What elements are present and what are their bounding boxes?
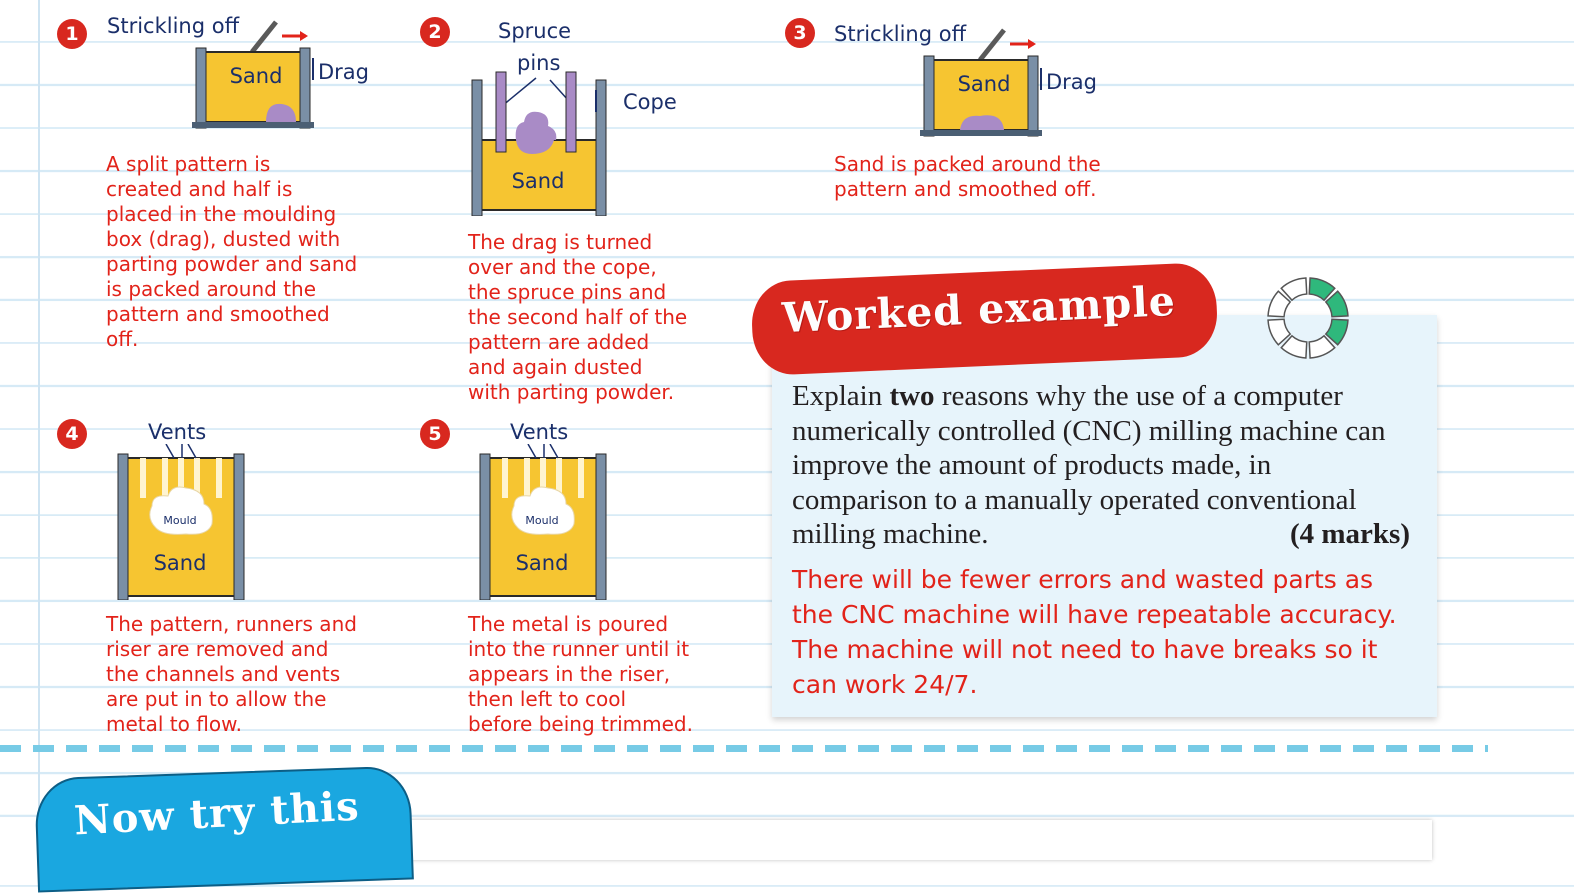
sand-label: Sand [957, 72, 1011, 96]
strickle-bar [980, 30, 1004, 60]
question-text [792, 379, 1410, 552]
drag-box-diagram [918, 26, 1048, 138]
sand-label: Sand [511, 169, 565, 193]
channel [216, 458, 222, 498]
drag-pointer-line [1040, 68, 1042, 90]
vents-label: Vents [148, 420, 207, 444]
pointer-line [550, 444, 558, 458]
box-side-right [1028, 56, 1038, 136]
drag-pointer-line [312, 58, 314, 80]
mould-diagram [478, 444, 608, 600]
step-caption: The drag is turned over and the cope, the spruce pins and the second half of the pattern are added and again dusted with parting powder. [468, 230, 688, 404]
channel [502, 458, 508, 498]
answer-text: There will be fewer errors and wasted parts as the CNC machine will have repeatable accuracy. The machine will not need to have breaks so it can work 24/7. [792, 565, 1397, 699]
strickle-bar [252, 22, 276, 52]
step-caption: The metal is poured into the runner until it appears in the riser, then left to cool before being trimmed. [468, 612, 693, 736]
mould-label: Mould [163, 514, 197, 527]
arrow-head-icon [300, 31, 308, 41]
pattern-shape [516, 112, 557, 140]
step-caption: The pattern, runners and riser are removed and the channels and vents are put in to allow the metal to flow. [106, 612, 357, 736]
box-side-right [234, 454, 244, 600]
box-side-left [480, 454, 490, 600]
box-side-right [596, 454, 606, 600]
step-caption: Sand is packed around the pattern and smoothed off. [834, 152, 1101, 201]
strickling-off-label: Strickling off [834, 22, 967, 46]
question-pre: Explain [792, 380, 890, 412]
vents-label: Vents [510, 420, 569, 444]
difficulty-gauge-icon [1262, 272, 1354, 364]
pins-label: pins [517, 51, 561, 75]
box-side-left [472, 80, 482, 216]
drag-box-diagram [190, 18, 320, 130]
margin-line [38, 0, 40, 844]
dashed-divider [0, 745, 1488, 752]
channel [140, 458, 146, 498]
spruce-pin [566, 72, 576, 152]
step-number-badge: 1 [57, 19, 87, 49]
step-number-badge: 5 [420, 419, 450, 449]
pointer-line [550, 80, 568, 100]
arrow-head-icon [1028, 39, 1036, 49]
box-side-left [924, 56, 934, 136]
strickling-off-label: Strickling off [107, 14, 240, 38]
step-number-badge: 2 [420, 17, 450, 47]
drag-label: Drag [1046, 70, 1098, 94]
marks-label: (4 marks) [1289, 518, 1410, 550]
now-try-this-title: Now try this [72, 782, 361, 845]
cope-pointer-line [595, 90, 597, 112]
mould-label: Mould [525, 514, 559, 527]
drag-label: Drag [318, 60, 370, 84]
worked-example-title: Worked example [781, 277, 1177, 343]
mould-diagram [116, 444, 246, 600]
step-caption: A split pattern is created and half is placed in the moulding box (drag), dusted with parting powder and sand is packed around the pattern and smoothed off. [106, 152, 358, 351]
pointer-line [528, 444, 536, 458]
pointer-line [188, 444, 196, 458]
pointer-line [166, 444, 174, 458]
cope-label: Cope [623, 90, 677, 114]
box-side-left [118, 454, 128, 600]
box-side-left [196, 48, 206, 128]
sand-label: Sand [229, 64, 283, 88]
spruce-label: Spruce [498, 19, 572, 43]
pointer-line [502, 78, 536, 106]
step-number-badge: 4 [57, 419, 87, 449]
question-post: reasons why the use of a computer numerically controlled (CNC) milling machine can improve the amount of products made, in comparison to a manually operated conventional milling machine. [792, 380, 1386, 550]
board-base [920, 130, 1042, 136]
cope-and-drag-diagram [470, 66, 610, 216]
spruce-pin [496, 72, 506, 152]
channel [578, 458, 584, 498]
question-bold: two [889, 380, 935, 412]
box-side-right [596, 80, 606, 216]
sand-label: Sand [153, 551, 207, 575]
board-base [192, 122, 314, 128]
sand-label: Sand [515, 551, 569, 575]
now-try-this-box [400, 820, 1432, 860]
box-side-right [300, 48, 310, 128]
step-number-badge: 3 [785, 18, 815, 48]
